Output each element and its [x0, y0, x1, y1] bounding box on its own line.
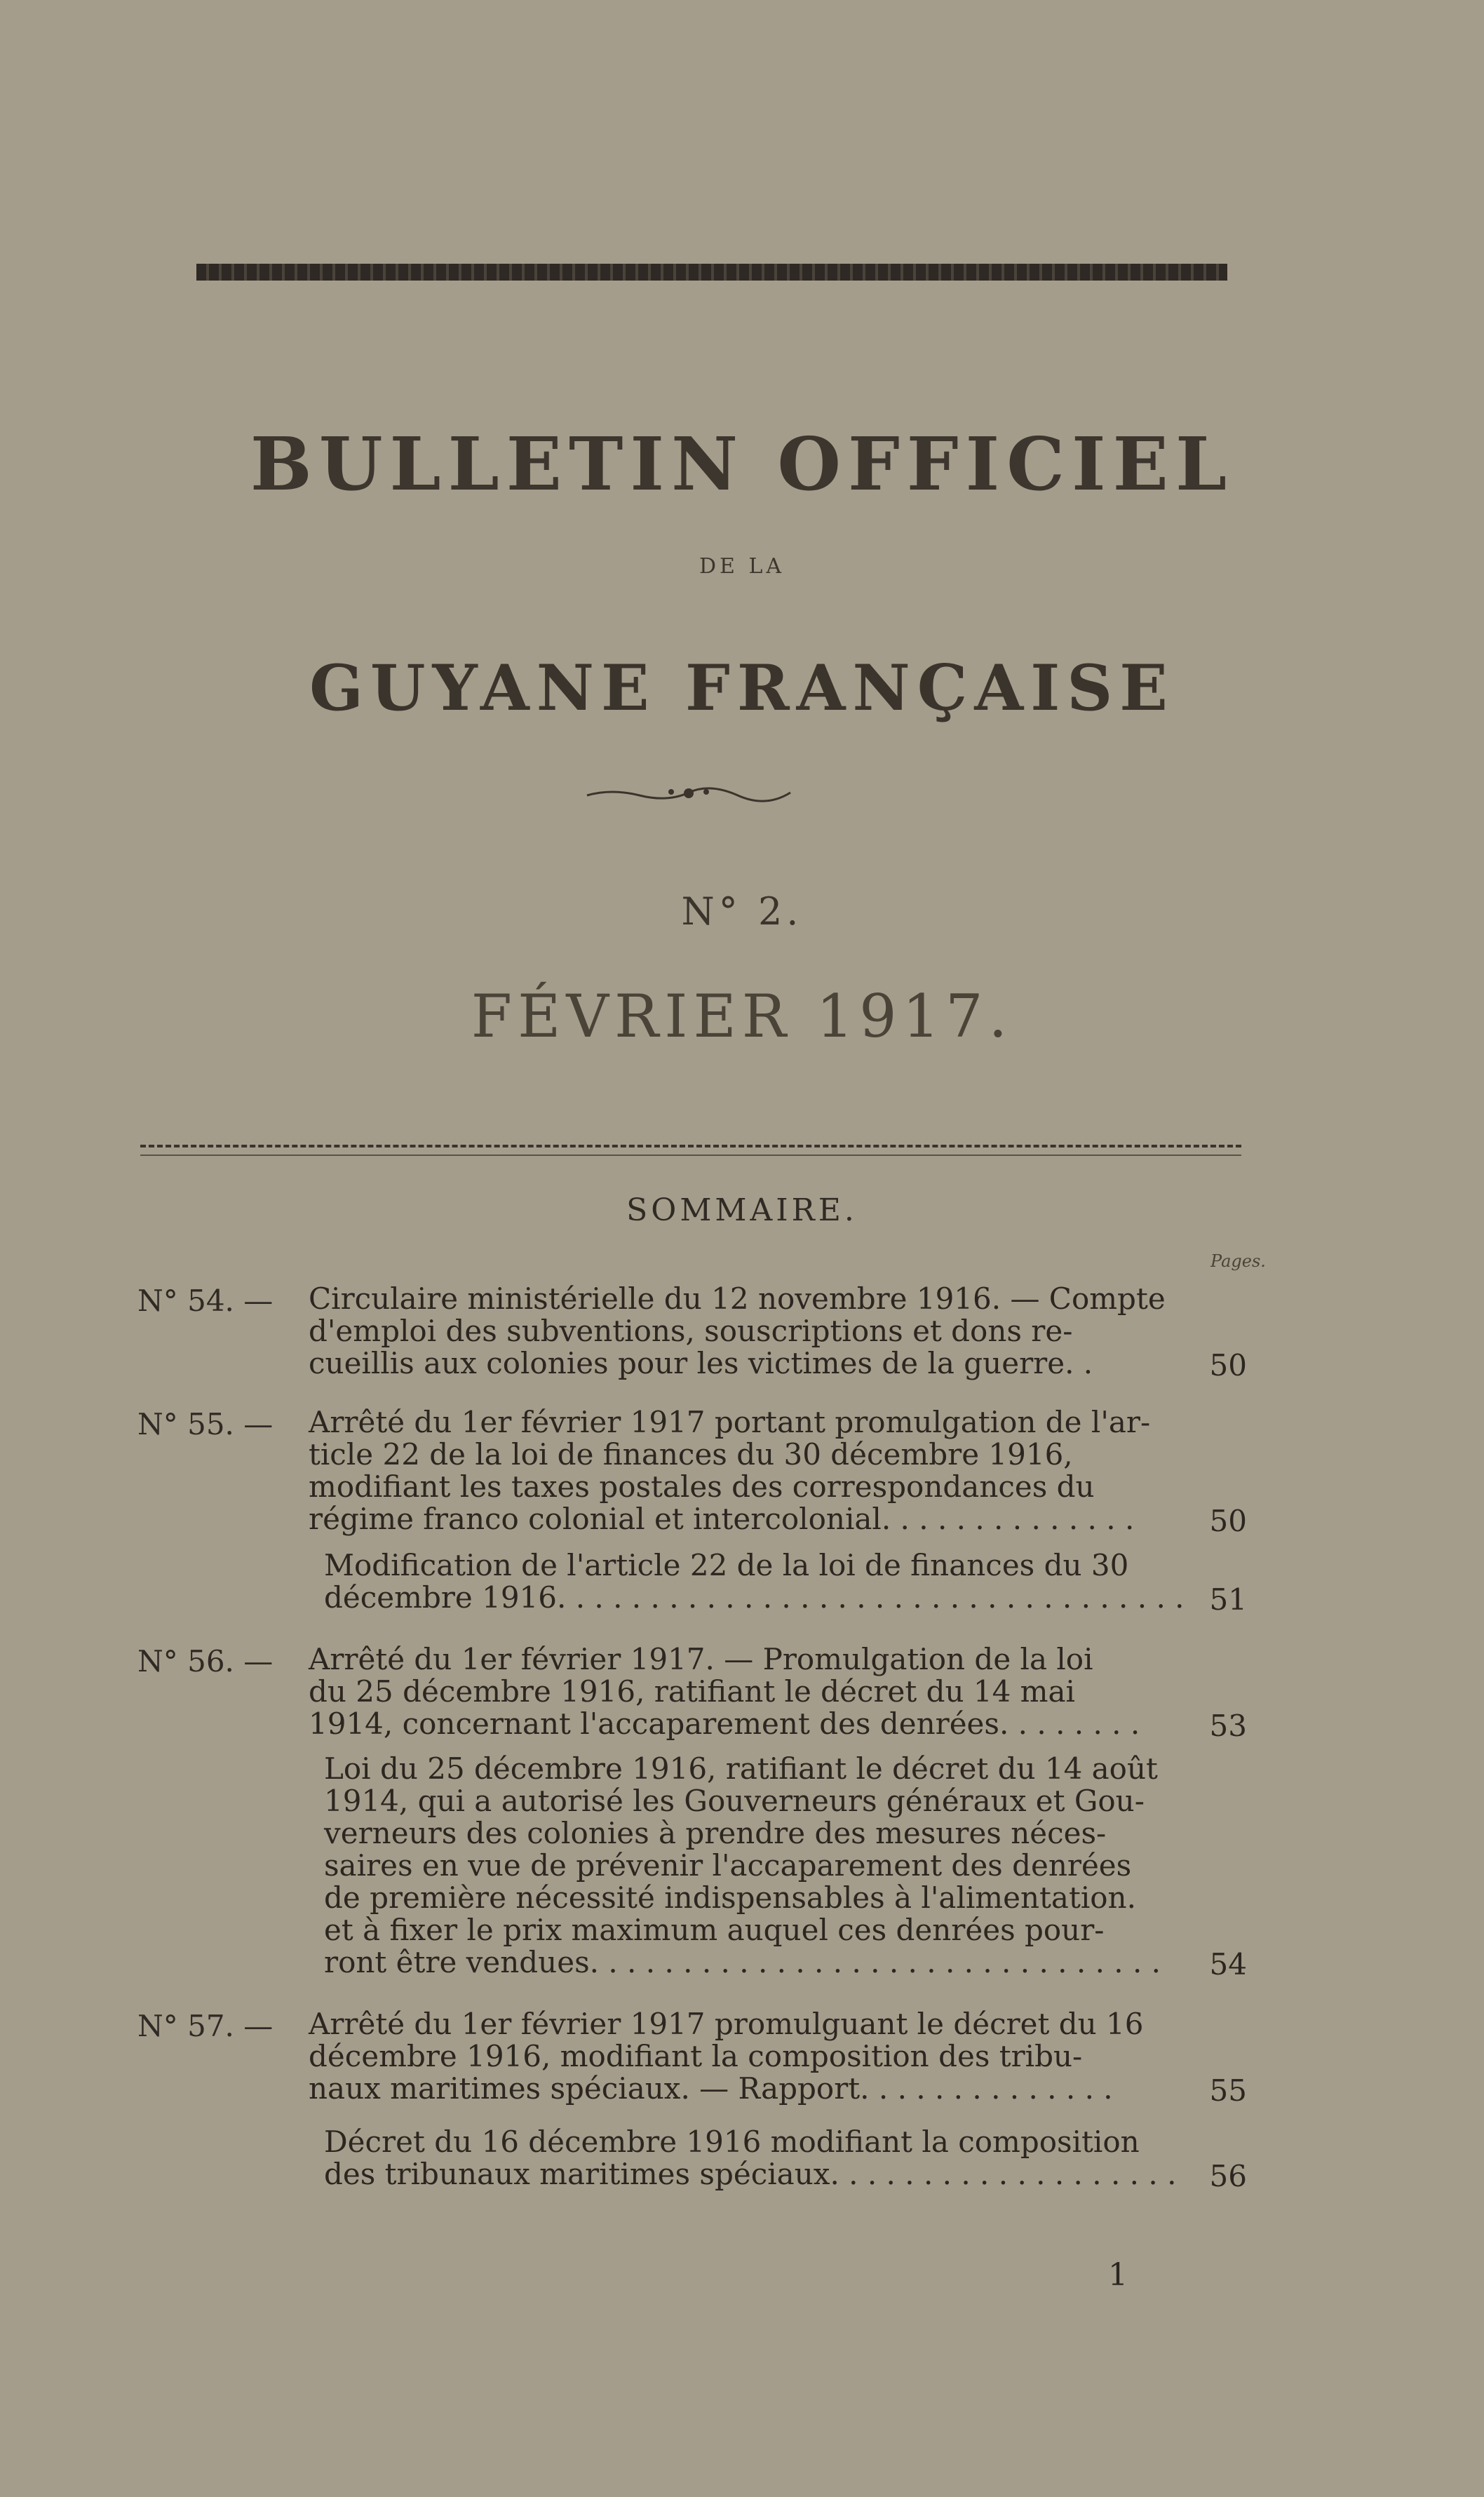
entry-number: N° 57. —	[137, 2009, 274, 2043]
entry-line: 1914, qui a autorisé les Gouverneurs généraux et Gou-	[324, 1784, 1145, 1818]
entry-line: de première nécessité indispensables à l'alimentation.	[324, 1880, 1136, 1915]
entry-line: modifiant les taxes postales des correspondances du	[309, 1469, 1095, 1504]
entry-line: ticle 22 de la loi de finances du 30 décembre 1916,	[309, 1437, 1073, 1472]
entry-page: 55	[1209, 2073, 1247, 2108]
colony-title: GUYANE FRANÇAISE	[309, 651, 1175, 725]
entry-line: d'emploi des subventions, souscriptions et dons re-	[309, 1314, 1073, 1348]
entry-page: 53	[1209, 1709, 1247, 1743]
entry-page: 51	[1209, 1582, 1247, 1617]
sommaire-title: SOMMAIRE.	[626, 1192, 858, 1228]
entry-line: du 25 décembre 1916, ratifiant le décret du 14 mai	[309, 1674, 1075, 1709]
entry-number: N° 54. —	[137, 1284, 274, 1318]
entry-page: 50	[1209, 1348, 1247, 1382]
de-la-label: DE LA	[699, 554, 785, 579]
entry-number: N° 56. —	[137, 1644, 274, 1678]
pages-column-label: Pages.	[1210, 1251, 1266, 1271]
entry-line: Décret du 16 décembre 1916 modifiant la composition	[324, 2125, 1140, 2159]
page-folio: 1	[1108, 2257, 1128, 2293]
entry-line: décembre 1916. . . . . . . . . . . . . . . . . . . . . . . . . . . . . . . . . .	[324, 1580, 1185, 1615]
entry-line: des tribunaux maritimes spéciaux. . . . . . . . . . . . . . . . . . .	[324, 2157, 1177, 2191]
entry-line: ront être vendues. . . . . . . . . . . . . . . . . . . . . . . . . . . . . . .	[324, 1945, 1161, 1979]
entry-line: naux maritimes spéciaux. — Rapport. . . . . . . . . . . . . .	[309, 2071, 1113, 2106]
entry-page: 56	[1209, 2159, 1247, 2193]
entry-page: 50	[1209, 1504, 1247, 1538]
entry-line: et à fixer le prix maximum auquel ces denrées pour-	[324, 1913, 1105, 1947]
entry-line: Loi du 25 décembre 1916, ratifiant le décret du 14 août	[324, 1751, 1158, 1786]
bulletin-title: BULLETIN OFFICIEL	[250, 421, 1234, 507]
entry-line: régime franco colonial et intercolonial. . . . . . . . . . . . . .	[309, 1502, 1135, 1536]
entry-line: Arrêté du 1er février 1917. — Promulgation de la loi	[309, 1642, 1093, 1676]
issue-date: FÉVRIER 1917.	[471, 982, 1013, 1051]
entry-line: 1914, concernant l'accaparement des denrées. . . . . . . .	[309, 1707, 1140, 1741]
entry-page: 54	[1209, 1947, 1247, 1981]
entry-line: verneurs des colonies à prendre des mesures néces-	[324, 1816, 1107, 1850]
issue-number: N° 2.	[681, 889, 803, 934]
entry-line: Modification de l'article 22 de la loi de finances du 30	[324, 1548, 1129, 1582]
entry-number: N° 55. —	[137, 1407, 274, 1441]
entry-line: décembre 1916, modifiant la composition des tribu-	[309, 2039, 1083, 2073]
entry-line: cueillis aux colonies pour les victimes de la guerre. .	[309, 1346, 1093, 1380]
entry-line: Circulaire ministérielle du 12 novembre 1916. — Compte	[309, 1281, 1166, 1316]
entry-line: Arrêté du 1er février 1917 portant promulgation de l'ar-	[309, 1405, 1151, 1439]
entry-line: Arrêté du 1er février 1917 promulguant le décret du 16	[309, 2007, 1144, 2041]
entry-line: saires en vue de prévenir l'accaparement des denrées	[324, 1848, 1132, 1883]
